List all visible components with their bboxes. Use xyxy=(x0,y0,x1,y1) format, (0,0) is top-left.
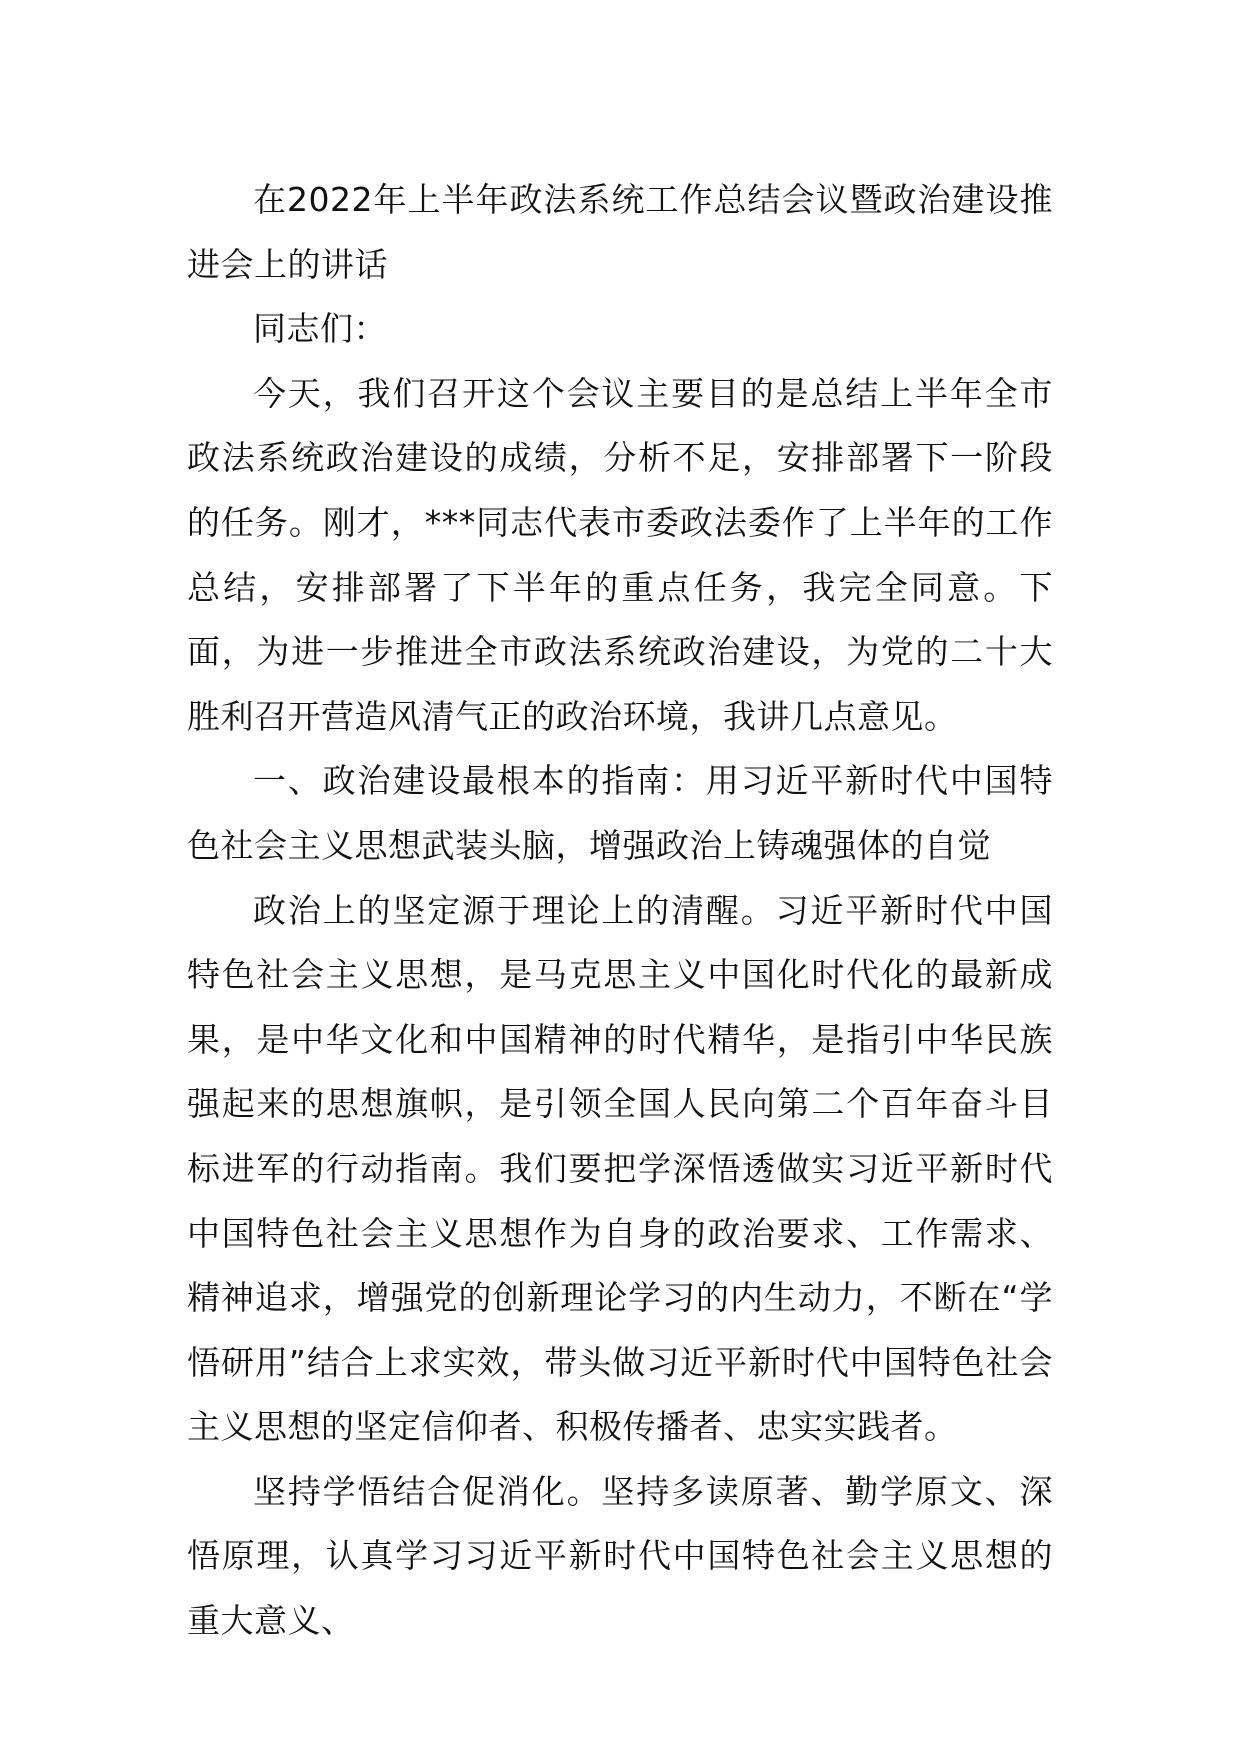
salutation: 同志们： xyxy=(253,309,387,349)
document-body xyxy=(187,168,1053,1654)
body-paragraph-continued: 坚持学悟结合促消化。坚持多读原著、勤学原文、深悟原理，认真学习习近平新时代中国特色社会主义思想的重大意义、 xyxy=(187,1471,1053,1641)
body-paragraph: 政治上的坚定源于理论上的清醒。习近平新时代中国特色社会主义思想，是马克思主义中国化时代化的最新成果，是中华文化和中国精神的时代精华，是指引中华民族强起来的思想旗帜，是引领全国人民向第二个百年奋斗目标进军的行动指南。我们要把学深悟透做实习近平新时代中国特色社会主义思想作为自身的政治要求、工作需求、精神追求，增强党的创新理论学习的内生动力，不断在“学悟研用”结合上求实效，带头做习近平新时代中国特色社会主义思想的坚定信仰者、积极传播者、忠实实践者。 xyxy=(187,890,1053,1447)
document-title: 在2022年上半年政法系统工作总结会议暨政治建设推进会上的讲话 xyxy=(187,180,1053,284)
intro-paragraph: 今天，我们召开这个会议主要目的是总结上半年全市政法系统政治建设的成绩，分析不足，安排部署下一阶段的任务。刚才，***同志代表市委政法委作了上半年的工作总结，安排部署了下半年的重点任务，我完全同意。下面，为进一步推进全市政法系统政治建设，为党的二十大胜利召开营造风清气正的政治环境，我讲几点意见。 xyxy=(187,373,1053,736)
section-heading-1: 一、政治建设最根本的指南：用习近平新时代中国特色社会主义思想武装头脑，增强政治上铸魂强体的自觉 xyxy=(187,761,1053,865)
